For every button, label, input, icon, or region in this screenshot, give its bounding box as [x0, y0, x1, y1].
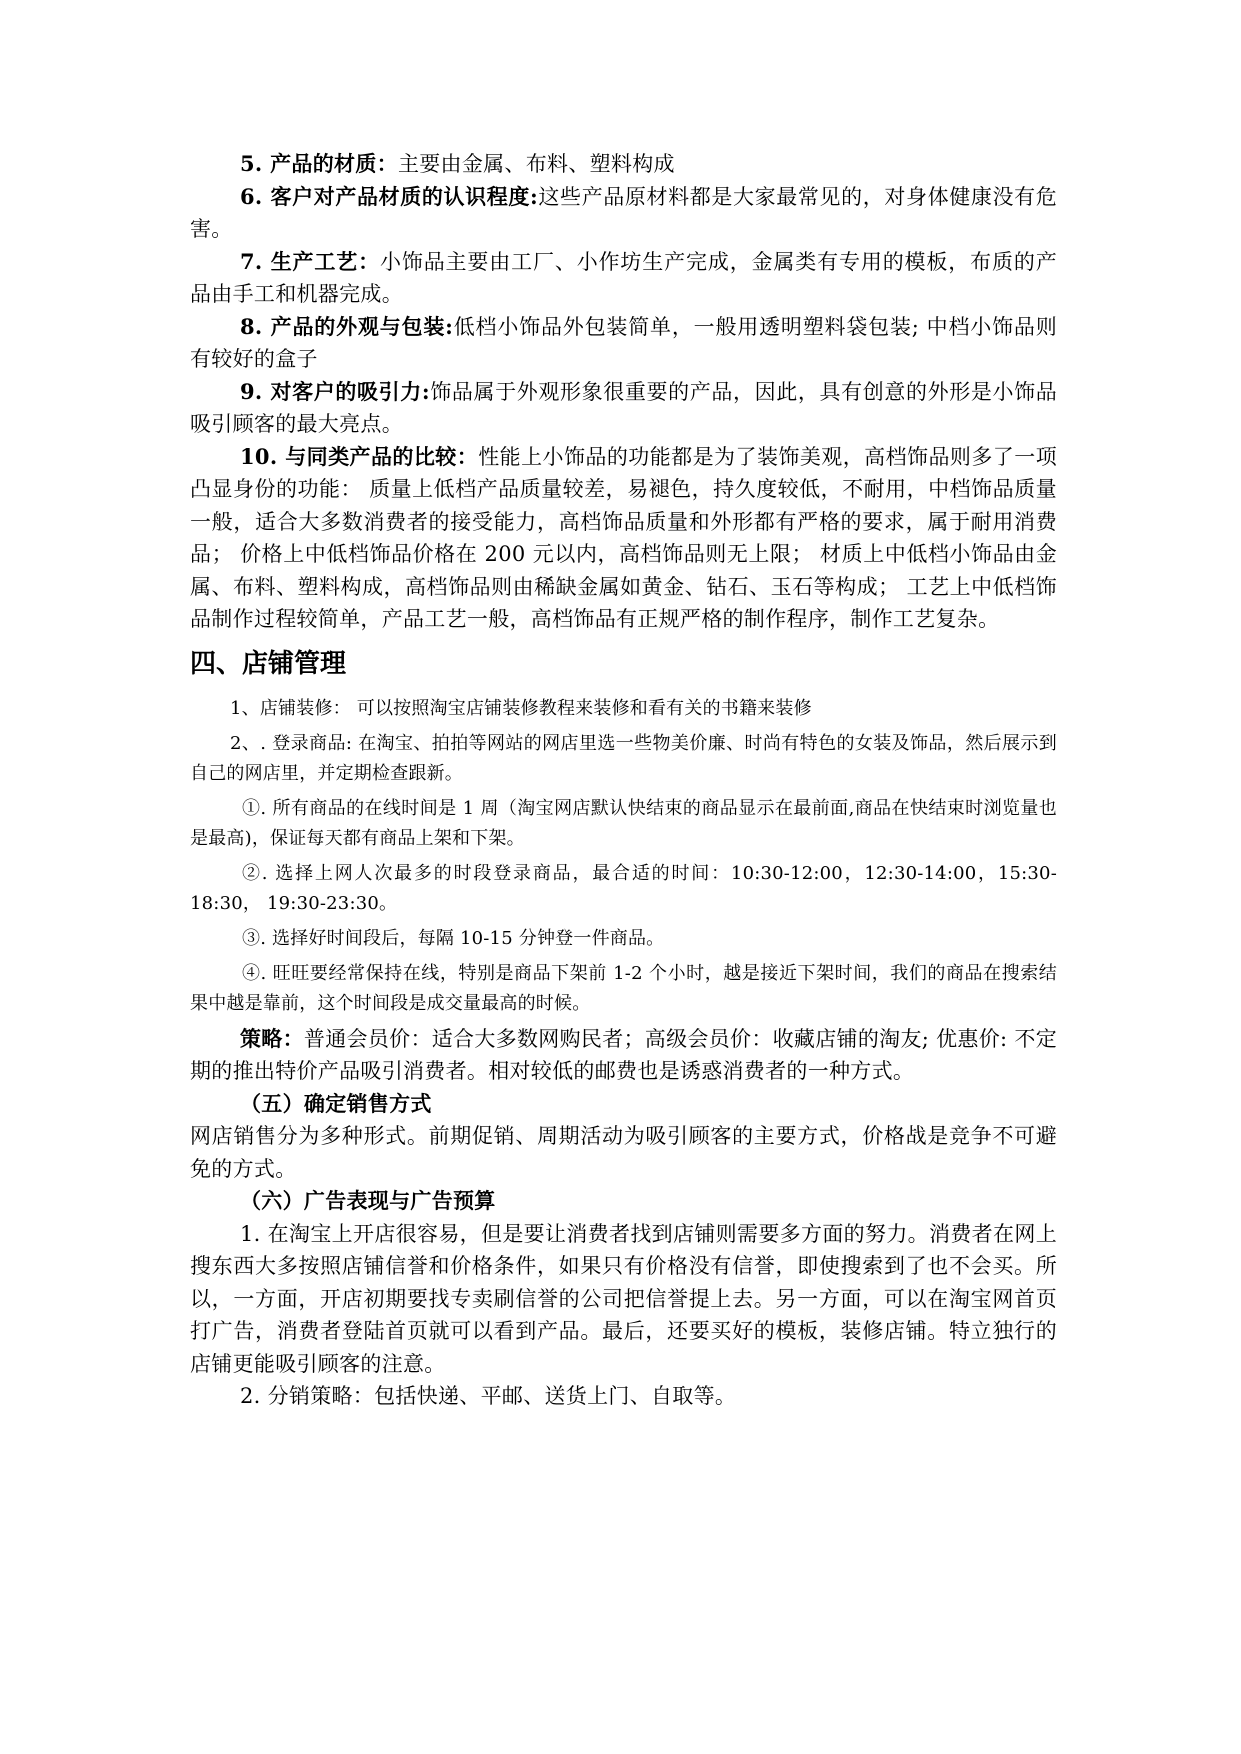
- item-text: 这些产品原材料都是大家最常见的，对身体健康没有危害。: [190, 184, 1057, 241]
- listing-point-2: ②. 选择上网人次最多的时段登录商品，最合适的时间：10:30-12:00，12:30-14:00，15:30-18:30， 19:30-23:30。: [190, 862, 1057, 914]
- strategy-text: 普通会员价：适合大多数网购民者；高级会员价：收藏店铺的淘友; 优惠价: 不定期的推出特价产品吸引消费者。相对较低的邮费也是诱惑消费者的一种方式。: [190, 1026, 1057, 1083]
- listing-paragraph: 2、. 登录商品: 在淘宝、拍拍等网站的网店里选一些物美价廉、时尚有特色的女装及饰品，然后展示到自己的网店里，并定期检查跟新。: [190, 732, 1057, 784]
- section-6-paragraph-2: 2. 分销策略：包括快递、平邮、送货上门、自取等。: [240, 1384, 737, 1408]
- listing-point-3: ③. 选择好时间段后，每隔 10-15 分钟登一件商品。: [242, 927, 665, 949]
- item-8: [190, 311, 1057, 376]
- item-label: 8. 产品的外观与包装:: [240, 313, 454, 339]
- section-6-heading: （六）广告表现与广告预算: [240, 1188, 496, 1213]
- document-body: [190, 148, 1057, 1413]
- section-5-heading: （五）确定销售方式: [240, 1090, 432, 1116]
- item-text: 低档小饰品外包装简单，一般用透明塑料袋包装; 中档小饰品则有较好的盒子: [190, 314, 1057, 371]
- item-7: [190, 246, 1057, 311]
- strategy-label: 策略：: [240, 1025, 304, 1051]
- section-4-heading: 四、店铺管理: [190, 648, 347, 679]
- item-6: [190, 181, 1057, 246]
- item-label: 10. 与同类产品的比较：: [240, 443, 479, 469]
- item-label: 6. 客户对产品材质的认识程度:: [240, 183, 539, 209]
- item-10: [190, 441, 1057, 636]
- section-5-text: 网店销售分为多种形式。前期促销、周期活动为吸引顾客的主要方式，价格战是竞争不可避免的方式。: [190, 1124, 1057, 1181]
- item-text: 小饰品主要由工厂、小作坊生产完成，金属类有专用的模板，布质的产品由手工和机器完成。: [190, 249, 1057, 306]
- item-9: [190, 376, 1057, 441]
- section-6-paragraph-1: 1. 在淘宝上开店很容易，但是要让消费者找到店铺则需要多方面的努力。消费者在网上搜东西大多按照店铺信誉和价格条件，如果只有价格没有信誉，即使搜索到了也不会买。所以，一方面，开店初期要找专卖刷信誉的公司把信誉提上去。另一方面，可以在淘宝网首页打广告，消费者登陆首页就可以看到产品。最后，还要买好的模板，装修店铺。特立独行的店铺更能吸引顾客的注意。: [190, 1221, 1057, 1376]
- item-text: 性能上小饰品的功能都是为了装饰美观，高档饰品则多了一项凸显身份的功能： 质量上低档产品质量较差，易褪色，持久度较低，不耐用，中档饰品质量一般，适合大多数消费者的接受能力，高档饰品质量和外形都有严格的要求，属于耐用消费品； 价格上中低档饰品价格在 200 元以内，高档饰品则无上限； 材质上中低档小饰品由金属、布料、塑料构成，高档饰品则由稀缺金属如黄金、钻石、玉石等构成； 工艺上中低档饰品制作过程较简单，产品工艺一般，高档饰品有正规严格的制作程序，制作工艺复杂。: [190, 444, 1057, 631]
- item-label: 7. 生产工艺：: [240, 248, 380, 274]
- item-text: 主要由金属、布料、塑料构成: [397, 152, 675, 176]
- store-decoration-paragraph: 1、店铺装修： 可以按照淘宝店铺装修教程来装修和看有关的书籍来装修: [230, 697, 812, 719]
- item-text: 饰品属于外观形象很重要的产品，因此，具有创意的外形是小饰品吸引顾客的最大亮点。: [190, 379, 1057, 436]
- strategy-paragraph: [190, 1023, 1057, 1088]
- item-label: 5. 产品的材质：: [240, 151, 398, 176]
- listing-point-1: ①. 所有商品的在线时间是 1 周（淘宝网店默认快结束的商品显示在最前面,商品在快结束时浏览量也是最高)，保证每天都有商品上架和下架。: [190, 797, 1057, 849]
- item-5: [190, 148, 1057, 181]
- listing-point-4: ④. 旺旺要经常保持在线，特别是商品下架前 1-2 个小时，越是接近下架时间，我们的商品在搜索结果中越是靠前，这个时间段是成交量最高的时候。: [190, 962, 1057, 1014]
- item-label: 9. 对客户的吸引力:: [240, 378, 430, 404]
